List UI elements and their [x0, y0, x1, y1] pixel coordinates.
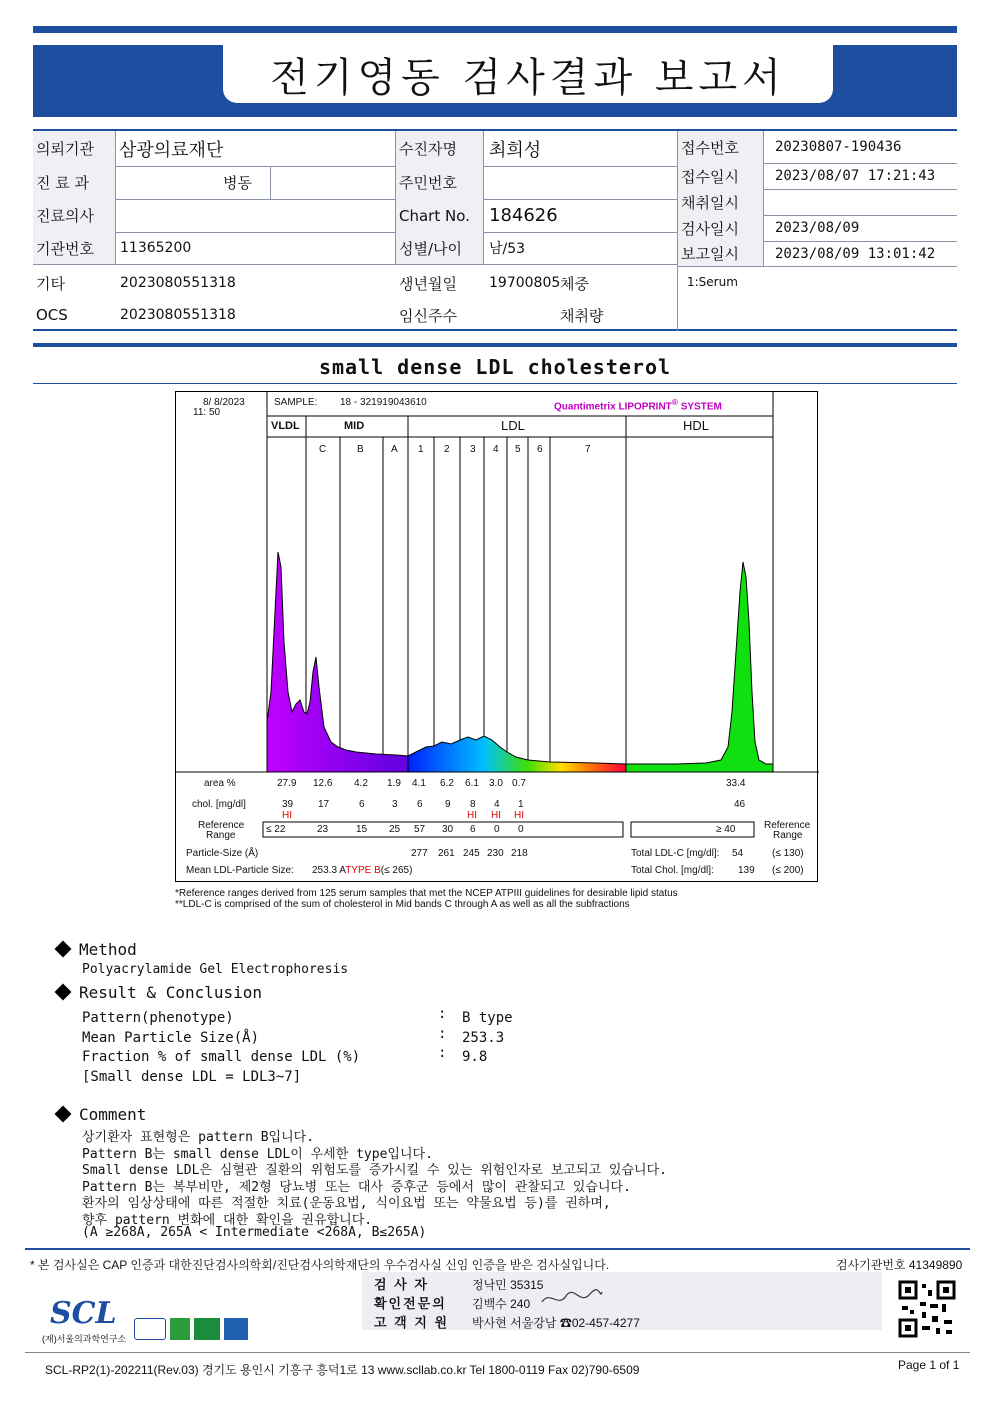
dept-label: 진 료 과 [33, 166, 115, 199]
test-date-label: 검사일시 [678, 215, 763, 241]
etc-label: 기타 [36, 274, 65, 293]
hi-3: HI [467, 810, 477, 821]
cert-note: * 본 검사실은 CAP 인증과 대한진단검사의학회/진단검사의학재단의 우수검사실 신임 인증을 받은 검사실입니다. [30, 1258, 610, 1272]
ocs-value: 2023080551318 [120, 307, 236, 323]
coll-date-label: 채취일시 [678, 189, 763, 215]
ref-label-right-2: Range [773, 830, 803, 841]
title-banner [33, 45, 957, 117]
comment-line: Pattern B는 small dense LDL이 우세한 type입니다. [82, 1147, 433, 1162]
chart-no-value: 184626 [489, 205, 558, 226]
dob-label: 생년월일 [399, 274, 457, 293]
chart-date: 8/ 8/2023 [203, 397, 245, 408]
footer-line [25, 1248, 970, 1250]
section-top-line [33, 343, 957, 347]
area-vldl: 27.9 [277, 778, 297, 789]
area-a: 1.9 [387, 778, 401, 789]
psize-4: 230 [487, 848, 504, 859]
ref-vldl: ≤ 22 [266, 824, 286, 835]
qr-code-icon [898, 1280, 956, 1338]
band-b: B [357, 444, 364, 455]
area-5: 0.7 [512, 778, 526, 789]
cert-logo-icon [224, 1318, 248, 1340]
ref-2: 30 [442, 824, 454, 835]
diamond-icon [55, 1106, 72, 1123]
area-label: area % [204, 778, 236, 789]
comment-line: Small dense LDL은 심혈관 질환의 위험도를 증가시킬 수 있는 위험인자로 보고되고 있습니다. [82, 1163, 667, 1178]
result-colon-3: : [438, 1045, 447, 1061]
ref-b: 15 [356, 824, 368, 835]
chol-2: 9 [445, 799, 451, 810]
ref-label-right: Reference [764, 820, 811, 831]
result-value-3: 9.8 [462, 1049, 488, 1065]
chol-1: 6 [417, 799, 423, 810]
volume-label: 채취량 [560, 306, 604, 325]
psize-3: 245 [463, 848, 480, 859]
sample-label: SAMPLE: [274, 397, 318, 408]
band-1: 1 [418, 444, 424, 455]
result-value-1: B type [462, 1010, 513, 1026]
recv-no-label: 접수번호 [678, 131, 763, 163]
recv-date-value: 2023/08/07 17:21:43 [775, 168, 936, 184]
method-text: Polyacrylamide Gel Electrophoresis [82, 962, 349, 977]
group-ldl: LDL [501, 418, 525, 433]
chart-time: 11: 50 [193, 407, 221, 418]
patient-value: 최희성 [489, 139, 542, 161]
band-3: 3 [470, 444, 476, 455]
ref-5: 0 [518, 824, 524, 835]
section-bottom-line [33, 383, 957, 384]
chol-c: 17 [318, 799, 330, 810]
bottom-line [25, 1352, 970, 1353]
ref-label-left: Reference [198, 820, 245, 831]
comment-heading: Comment [57, 1105, 146, 1124]
total-chol-label: Total Chol. [mg/dl]: [631, 865, 714, 876]
lipoprint-chart [175, 391, 818, 882]
bottom-info: SCL-RP2(1)-202211(Rev.03) 경기도 용인시 기흥구 흥덕1로 13 www.scllab.co.kr Tel 1800-0119 Fax 02)790-6509 [45, 1363, 640, 1377]
total-ldl-ref: (≤ 130) [772, 848, 804, 859]
support-label: 고 객 지 원 [374, 1315, 450, 1330]
method-heading: Method [57, 940, 137, 959]
area-3: 6.1 [465, 778, 479, 789]
cap-logo-icon [134, 1318, 166, 1340]
lab-number: 검사기관번호 41349890 [836, 1258, 963, 1272]
chol-3: 8 [470, 799, 476, 810]
chol-4: 4 [494, 799, 500, 810]
ref-a: 25 [389, 824, 401, 835]
sexage-value: 남/53 [489, 241, 526, 257]
result-note: [Small dense LDL = LDL3~7] [82, 1069, 302, 1085]
confirm-label: 확인전문의 [374, 1296, 447, 1311]
result-label-2: Mean Particle Size(Å) [82, 1030, 260, 1046]
chol-vldl: 39 [282, 799, 294, 810]
area-4: 3.0 [489, 778, 503, 789]
psize-5: 218 [511, 848, 528, 859]
ref-1: 57 [414, 824, 426, 835]
sexage-label: 성별/나이 [396, 232, 483, 264]
inst-no-value: 11365200 [120, 240, 192, 256]
comment-line: 상기환자 표현형은 pattern B입니다. [82, 1130, 315, 1145]
comment-line: (A ≥268A, 265A < Intermediate <268A, B≤265A) [82, 1225, 427, 1240]
doctor-label: 진료의사 [33, 199, 115, 232]
inst-no-label: 기관번호 [33, 232, 115, 264]
total-ldl-label: Total LDL-C [mg/dl]: [631, 848, 720, 859]
band-4: 4 [493, 444, 499, 455]
area-c: 12.6 [313, 778, 333, 789]
dob-value: 19700805 [489, 275, 561, 291]
result-label-1: Pattern(phenotype) [82, 1010, 234, 1026]
total-ldl-value: 54 [732, 848, 744, 859]
area-b: 4.2 [354, 778, 368, 789]
psize-label: Particle-Size (Å) [186, 848, 259, 859]
diamond-icon [55, 984, 72, 1001]
band-7: 7 [585, 444, 591, 455]
result-label-3: Fraction % of small dense LDL (%) [82, 1049, 361, 1065]
psize-1: 277 [411, 848, 428, 859]
confirm-value: 김백수 240 [472, 1297, 531, 1311]
brand-name: Quantimetrix LIPOPRINT® SYSTEM [554, 397, 722, 413]
band-a: A [391, 444, 398, 455]
hi-5: HI [514, 810, 524, 821]
preg-label: 임신주수 [399, 306, 457, 325]
result-value-2: 253.3 [462, 1030, 505, 1046]
ref-4: 0 [494, 824, 500, 835]
recv-date-label: 접수일시 [678, 163, 763, 189]
ocs-label: OCS [36, 306, 68, 324]
chart-note-2: **LDL-C is comprised of the sum of cholesterol in Mid bands C through A as well as all the subfractions [175, 899, 630, 910]
chart-no-label: Chart No. [396, 199, 483, 232]
rrn-label: 주민번호 [396, 166, 483, 199]
area-hdl: 33.4 [726, 778, 746, 789]
area-1: 4.1 [412, 778, 426, 789]
psize-2: 261 [438, 848, 455, 859]
comment-line: Pattern B는 복부비만, 제2형 당뇨병 또는 대사 증후군 등에서 많이 관찰되고 있습니다. [82, 1180, 631, 1195]
band-2: 2 [444, 444, 450, 455]
support-value: 박사현 서울강남 ☎02-457-4277 [472, 1316, 640, 1330]
header-top-line [33, 26, 957, 33]
comment-line: 환자의 임상상태에 따른 적절한 치료(운동요법, 식이요법 또는 약물요법 등)를 권하며, [82, 1196, 611, 1211]
group-hdl: HDL [683, 418, 710, 433]
institution-value: 삼광의료재단 [119, 139, 224, 161]
scl-logo: SCL [50, 1296, 117, 1331]
test-date-value: 2023/08/09 [775, 220, 860, 236]
etc-value: 2023080551318 [120, 275, 236, 291]
chol-label: chol. [mg/dl] [192, 799, 246, 810]
chart-note-1: *Reference ranges derived from 125 serum samples that met the NCEP ATPIII guidelines for desirable lipid status [175, 888, 678, 899]
group-mid: MID [344, 420, 365, 432]
specimen-value: 1:Serum [687, 275, 738, 289]
group-vldl: VLDL [271, 420, 300, 432]
hi-4: HI [491, 810, 501, 821]
report-date-value: 2023/08/09 13:01:42 [775, 245, 936, 262]
band-5: 5 [515, 444, 521, 455]
band-6: 6 [537, 444, 543, 455]
band-c: C [319, 444, 327, 455]
signature-icon [540, 1288, 604, 1310]
patient-label: 수진자명 [396, 131, 483, 166]
patient-info-table [33, 129, 957, 331]
comment-line: 향후 pattern 변화에 대한 확인을 권유합니다. [82, 1213, 373, 1228]
ref-label-left-2: Range [206, 830, 236, 841]
ref-3: 6 [470, 824, 476, 835]
chol-hdl: 46 [734, 799, 746, 810]
section-title: small dense LDL cholesterol [318, 355, 672, 379]
total-chol-value: 139 [738, 865, 755, 876]
ref-hdl: ≥ 40 [716, 824, 736, 835]
chol-5: 1 [518, 799, 524, 810]
report-title: 전기영동 검사결과 보고서 [270, 54, 786, 101]
chol-b: 6 [359, 799, 365, 810]
weight-label: 체중 [560, 274, 589, 293]
chol-a: 3 [392, 799, 398, 810]
scl-logo-sub: (재)서울의과학연구소 [42, 1334, 127, 1344]
area-2: 6.2 [440, 778, 454, 789]
mean-size-value: 253.3 ATYPE B(≤ 265) [312, 865, 413, 876]
institution-label: 의뢰기관 [33, 131, 115, 166]
page-number: Page 1 of 1 [898, 1358, 960, 1372]
diamond-icon [55, 941, 72, 958]
result-colon-1: : [438, 1006, 447, 1022]
result-heading: Result & Conclusion [57, 983, 262, 1002]
cert-logos [134, 1318, 254, 1342]
hi-vldl: HI [282, 810, 292, 821]
dept-value: 병동 [223, 174, 252, 192]
kh-logo-icon [170, 1318, 190, 1340]
tester-value: 정낙민 35315 [472, 1278, 544, 1292]
sample-id: 18 - 321919043610 [340, 397, 427, 408]
ref-c: 23 [317, 824, 329, 835]
report-date-label: 보고일시 [678, 241, 763, 266]
eqa-logo-icon [194, 1318, 220, 1340]
total-chol-ref: (≤ 200) [772, 865, 804, 876]
tester-label: 검 사 자 [374, 1277, 429, 1292]
mean-size-label: Mean LDL-Particle Size: [186, 865, 294, 876]
result-colon-2: : [438, 1026, 447, 1042]
recv-no-value: 20230807-190436 [775, 139, 902, 155]
